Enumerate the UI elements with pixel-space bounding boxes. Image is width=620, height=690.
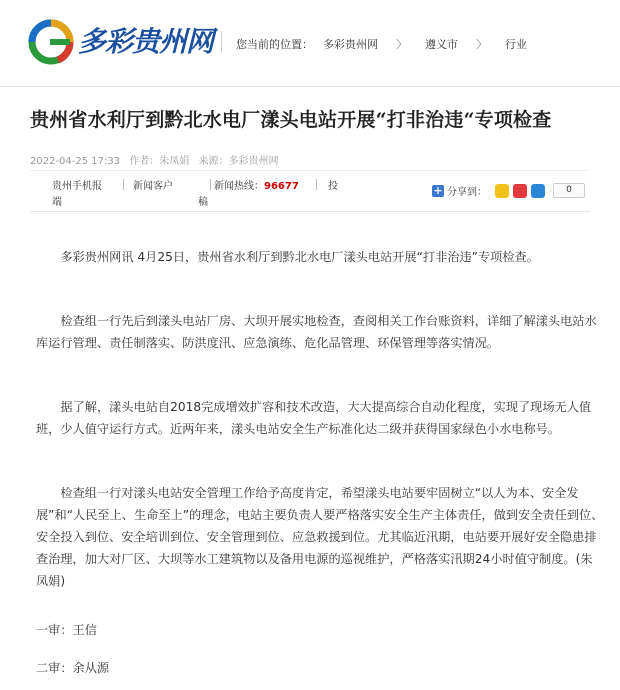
chevron-right-icon: 〉	[476, 38, 487, 51]
breadcrumb-prefix: 您当前的位置：	[236, 38, 313, 51]
mobile-news-link[interactable]	[52, 177, 102, 208]
article-paragraph: 多彩贵州网讯 4月25日，贵州省水利厅到黔北水电厂漾头电站开展“打非治违”专项检查。	[60, 250, 539, 264]
info-divider	[316, 179, 317, 190]
share-bar	[432, 183, 585, 198]
article-info-bar	[30, 170, 590, 212]
breadcrumb-link-category[interactable]: 行业	[505, 38, 527, 51]
share-label: 分享到：	[447, 187, 487, 198]
share-plus-icon[interactable]: +	[433, 183, 443, 197]
article-title: 贵州省水利厅到黔北水电厂漾头电站开展“打非治违“专项检查	[30, 109, 552, 131]
second-review: 二审：余从源	[36, 661, 110, 675]
article-paragraph: 检查组一行先后到漾头电站厂房、大坝开展实地检查，查阅相关工作台账资料，详细了解漾头电站水库运行管理、责任制落实、防洪度汛、应急演练、危化品管理、环保管理等落实情况。	[36, 314, 597, 350]
hotline-label-wrap: 稿	[198, 197, 208, 208]
article-paragraph: 据了解，漾头电站自2018完成增效扩容和技术改造，大大提高综合自动化程度，实现了现场无人值班，少人值守运行方式。近两年来，漾头电站安全生产标准化达二级并获得国家绿色小水电称号。	[36, 400, 592, 436]
submit-link[interactable]	[328, 177, 338, 192]
news-client-label: 新闻客户	[133, 181, 173, 192]
article-source: 来源：多彩贵州网	[198, 156, 279, 167]
site-logo[interactable]	[28, 18, 230, 66]
qzone-icon[interactable]	[495, 184, 509, 198]
breadcrumb-link-city[interactable]: 遵义市	[425, 38, 458, 51]
breadcrumb-link-home[interactable]: 多彩贵州网	[323, 38, 378, 51]
weibo-icon[interactable]	[513, 184, 527, 198]
tencent-weibo-icon[interactable]	[531, 184, 545, 198]
submit-label: 投	[328, 181, 338, 192]
article-meta	[30, 152, 285, 167]
info-divider	[210, 179, 211, 190]
article-date: 2022-04-25 17:33	[30, 156, 121, 167]
hotline-number: 96677	[264, 181, 299, 192]
first-review: 一审：王信	[36, 623, 97, 637]
site-header	[0, 0, 620, 86]
mobile-news-label: 贵州手机报	[52, 181, 102, 192]
chevron-right-icon: 〉	[396, 38, 407, 51]
article-author: 作者：朱凤娟	[129, 156, 190, 167]
breadcrumb	[236, 36, 527, 52]
hotline-label: 新闻热线：	[214, 181, 264, 192]
logo-g-icon	[28, 19, 74, 65]
logo-divider	[221, 31, 222, 53]
article-paragraph: 检查组一行对漾头电站安全管理工作给予高度肯定，希望漾头电站要牢固树立“以人为本、安全发展”和“人民至上、生命至上”的理念，电站主要负责人要严格落实安全生产主体责任，做到安全责任到位、安全投入到位、安全培训到位、安全管理到位、应急救援到位。尤其临近汛期，电站要开展好安全隐患排查治理，加大对厂区、大坝等水工建筑物以及备用电源的巡视维护，严格落实汛期24小时值守制度。(朱凤娟)	[36, 486, 604, 588]
share-count: 0	[553, 183, 585, 198]
header-divider	[0, 86, 620, 87]
logo-text: 多彩贵州网	[78, 25, 214, 58]
hotline-info	[198, 177, 299, 208]
info-divider	[123, 179, 124, 190]
news-client-link[interactable]	[133, 177, 173, 192]
mobile-news-label-wrap: 端	[52, 197, 62, 208]
